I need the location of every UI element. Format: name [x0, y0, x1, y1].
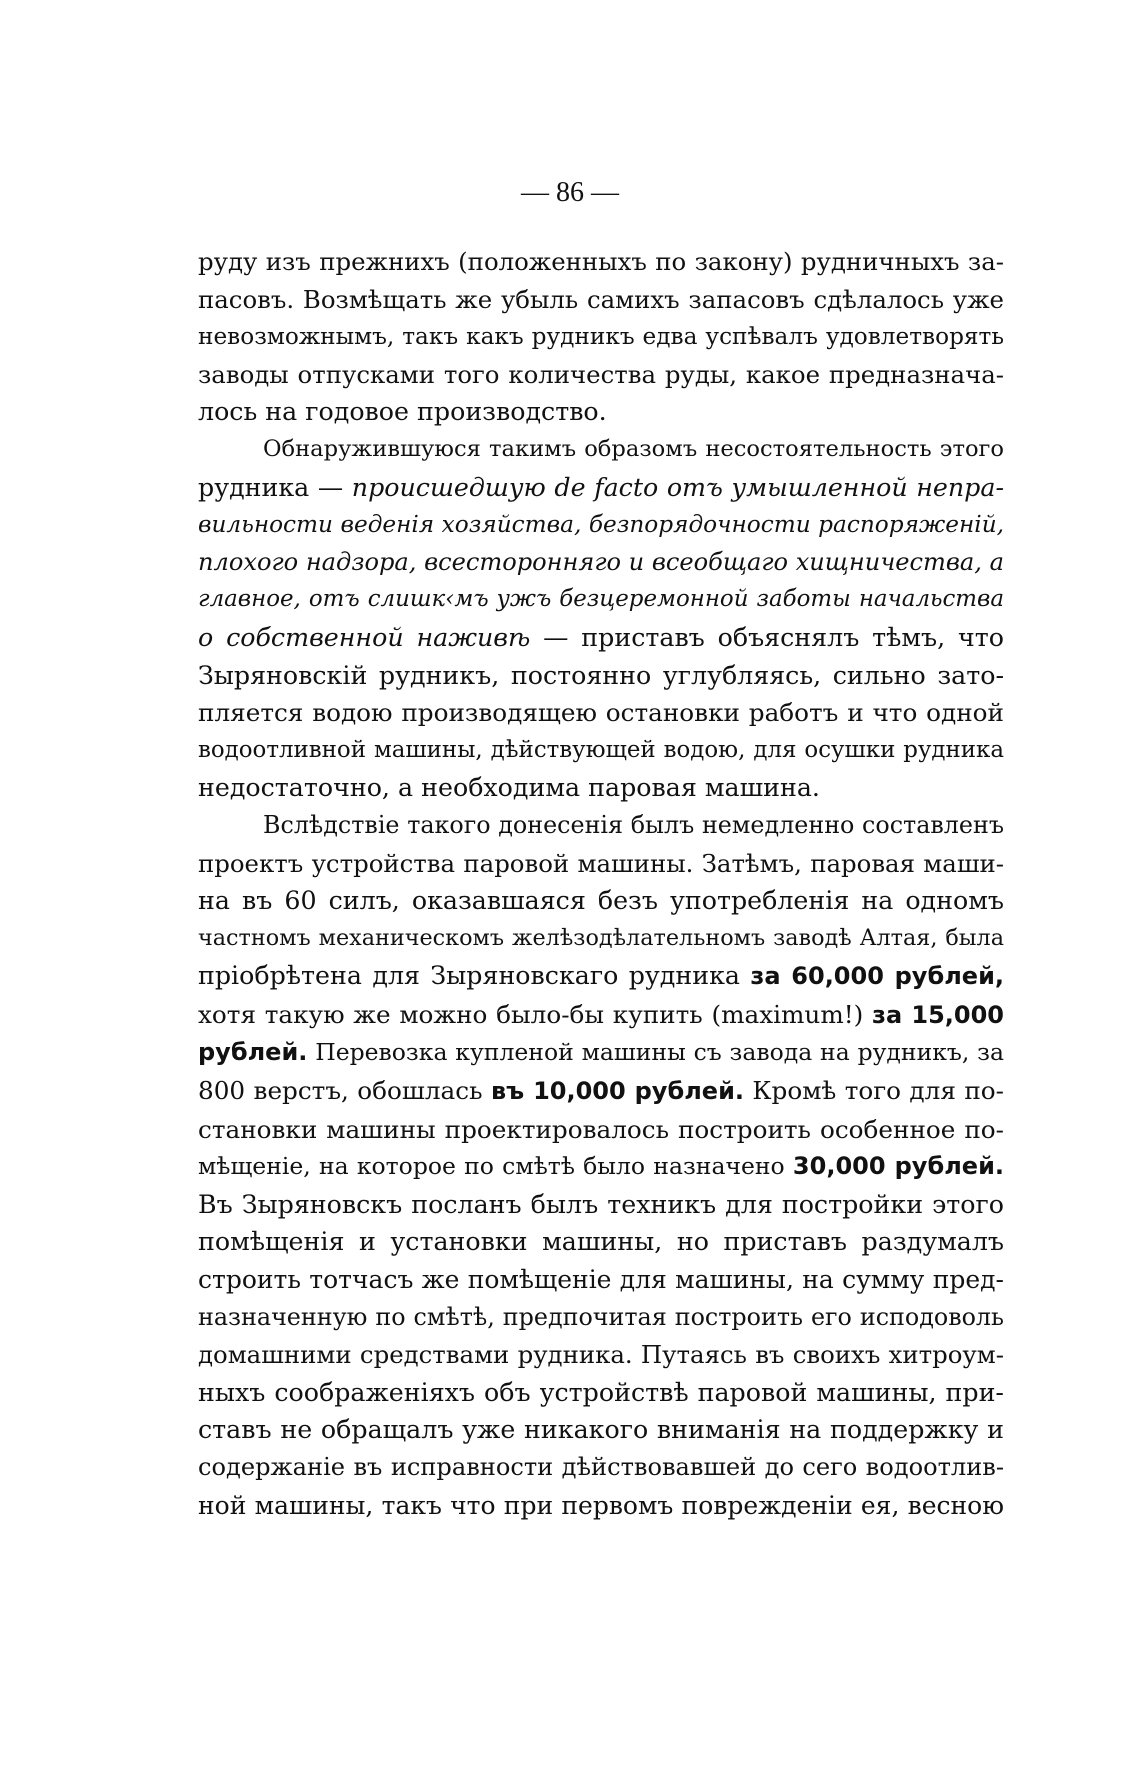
text-line: проектъ устройства паровой машины. Затѣмъ, паровая маши-	[198, 848, 1004, 878]
text-line: ныхъ соображеніяхъ объ устройствѣ паровой машины, при-	[198, 1377, 1004, 1407]
text-line: Вслѣдствіе такого донесенія былъ немедленно составленъ	[263, 810, 1004, 839]
bold-amount: за 15,000	[872, 1000, 1004, 1029]
text-segment: пріобрѣтена для Зыряновскаго рудника	[198, 961, 751, 991]
text-line: Зыряновскій рудникъ, постоянно углубляясь, сильно зато-	[198, 660, 1004, 690]
italic-segment: о собственной наживѣ	[198, 622, 531, 652]
text-line: ной машины, такъ что при первомъ поврежденіи ея, весною	[198, 1490, 1004, 1520]
text-segment: — приставъ объяснялъ тѣмъ, что	[530, 622, 1004, 652]
text-line	[198, 1034, 1004, 1072]
text-line: ставъ не обращалъ уже никакого вниманія на поддержку и	[198, 1415, 1004, 1445]
text-line	[198, 1072, 1004, 1111]
text-line: заводы отпусками того количества руды, какое предназнача-	[198, 359, 1004, 389]
italic-line: главное, отъ слишк‹мъ ужъ безцеремонной заботы начальства	[198, 586, 1004, 613]
italic-segment: происшедшую de facto отъ умышленной непра-	[351, 472, 1004, 502]
text-line: пасовъ. Возмѣщать же убыль самихъ запасовъ сдѣлалось уже	[198, 284, 1004, 314]
text-line: руду изъ прежнихъ (положенныхъ по закону) рудничныхъ за-	[198, 247, 1004, 276]
italic-line: вильности веденія хозяйства, безпорядочности распоряженій,	[198, 511, 1004, 539]
text-line	[198, 619, 1004, 657]
body-text	[198, 243, 1004, 1524]
text-line: на въ 60 силъ, оказавшаяся безъ употребленія на одномъ	[198, 886, 1004, 916]
bold-amount: рублей.	[198, 1038, 308, 1067]
text-line: Въ Зыряновскъ посланъ былъ техникъ для постройки этого	[198, 1189, 1004, 1219]
text-line: содержаніе въ исправности дѣйствовавшей до сего водоотлив-	[198, 1453, 1004, 1481]
bold-amount: за 60,000 рублей,	[750, 962, 1005, 991]
text-segment: Перевозка купленой машины съ завода на рудникъ, за	[307, 1038, 1004, 1067]
text-line: домашними средствами рудника. Путаясь въ своихъ хитроум-	[198, 1340, 1004, 1370]
text-line	[198, 469, 1004, 507]
italic-line: плохого надзора, всесторонняго и всеобщаго хищничества, а	[198, 547, 1004, 576]
page-number: — 86 —	[521, 177, 619, 208]
text-segment: мѣщеніе, на которое по смѣтѣ было назначено	[198, 1152, 793, 1181]
text-line: помѣщенія и установки машины, но приставъ раздумалъ	[198, 1227, 1004, 1257]
text-line: частномъ механическомъ желѣзодѣлательномъ заводѣ Алтая, была	[198, 924, 1004, 951]
text-line: недостаточно, а необходима паровая машина.	[198, 773, 820, 803]
bold-amount: 30,000 рублей.	[792, 1152, 1004, 1181]
text-line: становки машины проектировалось построить особенное по-	[198, 1114, 1004, 1144]
text-line	[198, 996, 1004, 1035]
text-line: невозможнымъ, такъ какъ рудникъ едва успѣвалъ удовлетворять	[198, 323, 1004, 351]
text-line: назначенную по смѣтѣ, предпочитая построить его исподоволь	[198, 1302, 1004, 1331]
bold-amount: въ 10,000 рублей.	[490, 1077, 744, 1106]
text-segment: хотя такую же можно было-бы купить (maximum!)	[198, 999, 873, 1029]
text-segment: Кромѣ того для по-	[744, 1076, 1004, 1106]
text-segment: 800 верстъ, обошлась	[198, 1076, 491, 1106]
text-line	[198, 957, 1004, 996]
text-line: строить тотчасъ же помѣщеніе для машины, на сумму пред-	[198, 1265, 1004, 1295]
text-line: лось на годовое производство.	[198, 397, 607, 427]
text-line: водоотливной машины, дѣйствующей водою, для осушки рудника	[198, 736, 1004, 763]
text-line: Обнаружившуюся такимъ образомъ несостоятельность этого	[263, 435, 1004, 462]
text-segment: рудника —	[198, 472, 352, 502]
text-line	[198, 1148, 1004, 1186]
text-line: пляется водою производящею остановки работъ и что одной	[198, 698, 1004, 728]
